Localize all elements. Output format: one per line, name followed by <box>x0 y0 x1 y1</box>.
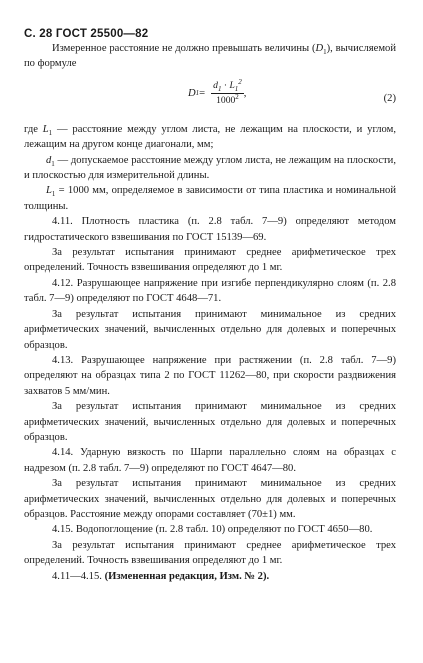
definition-l1: где $L_1$ — расстояние между углом листа, не лежащим на плоскости, и углом, лежащим на другом конце диагонали, мм; <box>24 123 396 151</box>
formula-fraction <box>211 77 244 107</box>
definition-l1-value: $L_1 = 1000$ мм, определяемое в зависимости от типа пластика и номинальной толщины. <box>24 185 396 212</box>
formula-numerator: $d_1 \cdot L_1^2$ <box>213 77 242 93</box>
paragraph-4-15-result: За результат испытания принимают среднее арифметическое трех определений. Точность взвешивания определяют до 1 мг. <box>24 539 396 567</box>
document-body <box>24 41 396 584</box>
paragraph-4-14-result: За результат испытания принимают минимальное из средних арифметических значений, вычисленных отдельно для долевых и поперечных образцов. Расстояние между опорами составляет (70±1) мм. <box>24 478 396 520</box>
equation-number: (2) <box>383 92 396 104</box>
amendment-note: 4.11—4.15. (Измененная редакция, Изм. № 2). <box>52 570 270 582</box>
intro-paragraph: Измеренное расстояние не должно превышать величины $(D_1)$, вычисляемой по формуле <box>24 43 396 70</box>
page-header: С. 28 ГОСТ 25500—82 <box>24 28 149 40</box>
formula: D 1 = $\frac{d_1 \cdot L_1^2}{1000^2}$ , <box>188 77 247 106</box>
definition-d1: $d_1$ — допускаемое расстояние между углом листа, не лежащим на плоскости, и плоскостью для измерительной длины. <box>24 154 396 182</box>
paragraph-4-13-result: За результат испытания принимают минимальное из средних арифметических значений, вычисленных отдельно для долевых и поперечных образцов. <box>24 401 396 443</box>
paragraph-4-12: 4.12. Разрушающее напряжение при изгибе перпендикулярно слоям (п. 2.8 табл. 7—9) определяют по ГОСТ 4648—71. <box>24 277 396 305</box>
formula-block <box>24 76 396 120</box>
paragraph-4-12-result: За результат испытания принимают минимальное из средних арифметических значений, вычисленных отдельно для долевых и поперечных образцов. <box>24 308 396 351</box>
formula-denominator: 1000$^2$ <box>216 92 239 106</box>
paragraph-4-15: 4.15. Водопоглощение (п. 2.8 табл. 10) определяют по ГОСТ 4650—80. <box>52 524 373 536</box>
paragraph-4-13: 4.13. Разрушающее напряжение при растяжении (п. 2.8 табл. 7—9) определяют на образцах типа 2 по ГОСТ 11262—80, при скорости раздвижения захватов 5 мм/мин. <box>24 354 396 397</box>
paragraph-4-11: 4.11. Плотность пластика (п. 2.8 табл. 7—9) определяют методом гидростатического взвешивания по ГОСТ 15139—69. <box>24 216 396 243</box>
paragraph-4-14: 4.14. Ударную вязкость по Шарпи параллельно слоям на образцах с надрезом (п. 2.8 табл. 7—9) определяют по ГОСТ 4647—80. <box>24 447 396 474</box>
paragraph-4-11-result: За результат испытания принимают среднее арифметическое трех определений. Точность взвешивания определяют до 1 мг. <box>24 247 396 274</box>
